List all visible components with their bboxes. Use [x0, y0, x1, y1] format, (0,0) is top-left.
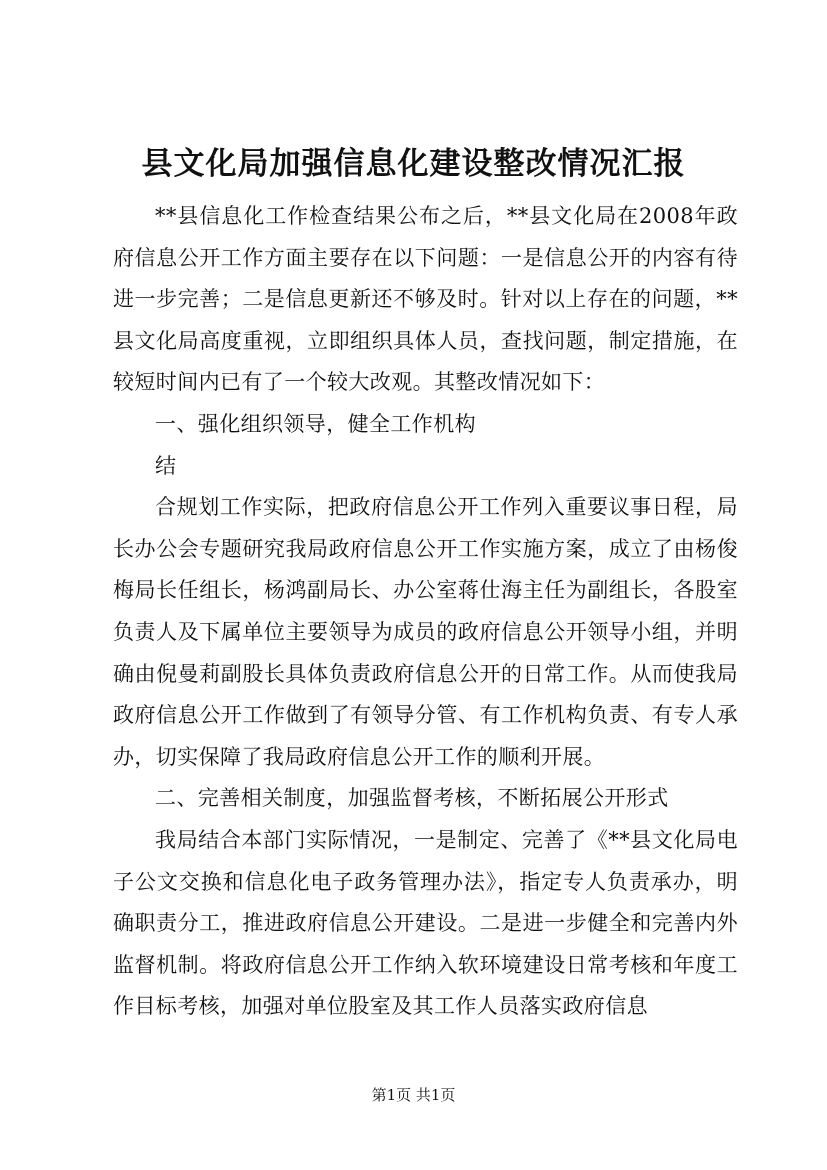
document-body [113, 196, 738, 1028]
page-footer: 第1页 共1页 [371, 1086, 456, 1104]
paragraph-section-1 [113, 487, 738, 778]
page-title: 县文化局加强信息化建设整改情况汇报 [141, 146, 686, 182]
section-heading-2: 二、完善相关制度，加强监督考核，不断拓展公开形式 [155, 786, 669, 811]
paragraph-intro: **县信息化工作检查结果公布之后，**县文化局在2008年政府信息公开工作方面主要存在以下问题：一是信息公开的内容有待进一步完善；二是信息更新还不够及时。针对以上存在的问题，**县文化局高度重视，立即组织具体人员，查找问题，制定措施，在较短时间内已有了一个较大改观。其整改情况如下： [113, 204, 738, 395]
paragraph-section-2: 我局结合本部门实际情况，一是制定、完善了《**县文化局电子公文交换和信息化电子政务管理办法》，指定专人负责承办，明确职责分工，推进政府信息公开建设。二是进一步健全和完善内外监督机制。将政府信息公开工作纳入软环境建设日常考核和年度工作目标考核，加强对单位股室及其工作人员落实政府信息 [113, 827, 738, 1019]
paragraph-section-1-text: 规划工作实际，把政府信息公开工作列入重要议事日程，局长办公会专题研究我局政府信息公开工作实施方案，成立了由杨俊梅局长任组长，杨鸿副局长、办公室蒋仕海主任为副组长，各股室负责人及下属单位主要领导为成员的政府信息公开领导小组，并明确由倪曼莉副股长具体负责政府信息公开的日常工作。从而使我局政府信息公开工作做到了有领导分管、有工作机构负责、有专人承办，切实保障了我局政府信息公开工作的顺利开展。 [113, 495, 738, 769]
section-heading-1: 一、强化组织领导，健全工作机构 [155, 411, 476, 436]
paragraph-lead-char: 合 [155, 495, 177, 520]
paragraph-fragment: 结 [155, 453, 177, 478]
